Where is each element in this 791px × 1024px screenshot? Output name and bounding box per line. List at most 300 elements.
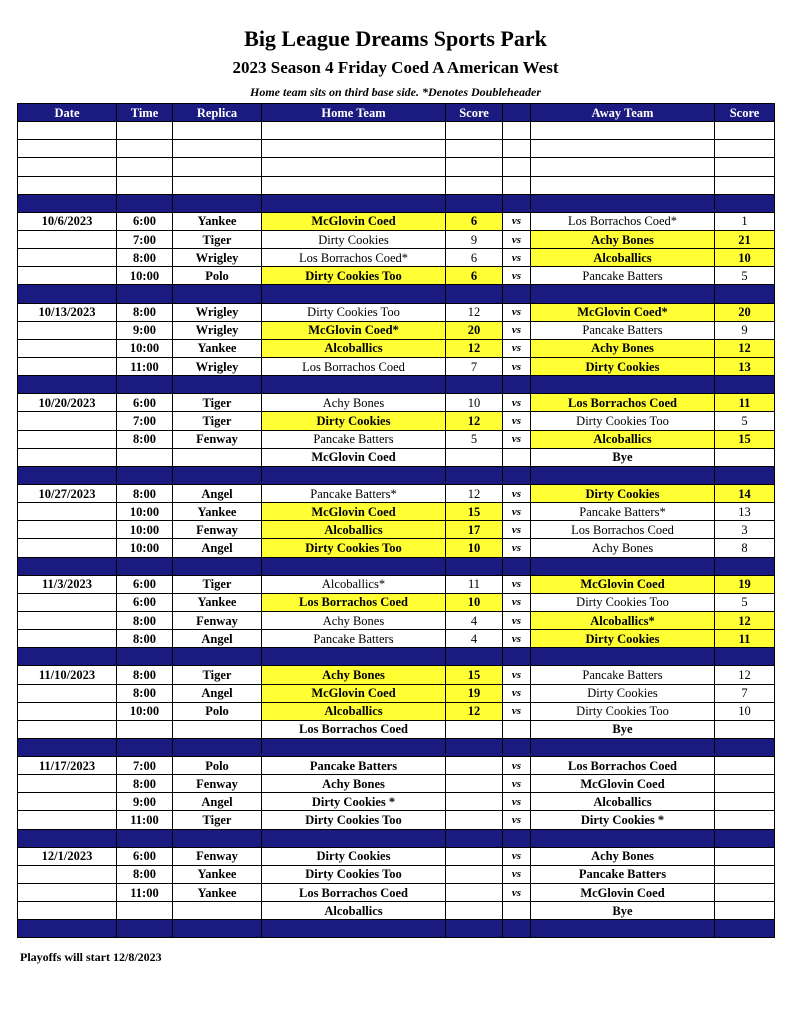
time-cell: 10:00 xyxy=(117,267,173,285)
vs-cell: vs xyxy=(503,575,531,593)
away-score-cell xyxy=(715,757,775,775)
separator-cell xyxy=(117,920,173,938)
col-header-away-team: Away Team xyxy=(531,104,715,122)
away-score-cell xyxy=(715,902,775,920)
replica-cell: Polo xyxy=(173,757,262,775)
vs-cell: vs xyxy=(503,775,531,793)
away-score-cell: 5 xyxy=(715,412,775,430)
blank-row xyxy=(18,140,775,158)
separator-cell xyxy=(117,648,173,666)
vs-cell: vs xyxy=(503,811,531,829)
empty-cell xyxy=(173,122,262,140)
time-cell: 6:00 xyxy=(117,847,173,865)
separator-cell xyxy=(715,376,775,394)
away-team-cell: Alcoballics* xyxy=(531,611,715,629)
away-team-cell: Achy Bones xyxy=(531,847,715,865)
game-row xyxy=(18,775,775,793)
away-score-cell: 3 xyxy=(715,521,775,539)
replica-cell: Yankee xyxy=(173,503,262,521)
separator-cell xyxy=(531,920,715,938)
away-score-cell: 8 xyxy=(715,539,775,557)
separator-cell xyxy=(262,466,446,484)
separator-cell xyxy=(446,557,503,575)
away-team-cell: McGlovin Coed xyxy=(531,575,715,593)
vs-cell: vs xyxy=(503,484,531,502)
week-separator-row xyxy=(18,829,775,847)
home-team-cell: Alcoballics xyxy=(262,521,446,539)
home-team-cell: Alcoballics xyxy=(262,339,446,357)
empty-cell xyxy=(173,158,262,176)
away-team-cell: Los Borrachos Coed* xyxy=(531,212,715,230)
separator-cell xyxy=(715,285,775,303)
game-row xyxy=(18,303,775,321)
date-cell xyxy=(18,230,117,248)
empty-cell xyxy=(531,158,715,176)
home-team-cell: Los Borrachos Coed xyxy=(262,357,446,375)
separator-cell xyxy=(503,376,531,394)
empty-cell xyxy=(531,140,715,158)
home-score-cell: 6 xyxy=(446,212,503,230)
empty-cell xyxy=(18,140,117,158)
game-row xyxy=(18,575,775,593)
home-score-cell: 19 xyxy=(446,684,503,702)
vs-cell: vs xyxy=(503,321,531,339)
home-team-cell: McGlovin Coed xyxy=(262,212,446,230)
home-team-cell: Los Borrachos Coed xyxy=(262,884,446,902)
empty-cell xyxy=(117,158,173,176)
week-separator-row xyxy=(18,194,775,212)
game-row xyxy=(18,793,775,811)
away-team-cell: Pancake Batters xyxy=(531,666,715,684)
home-team-cell: Pancake Batters* xyxy=(262,484,446,502)
home-team-cell: Pancake Batters xyxy=(262,630,446,648)
home-score-cell: 9 xyxy=(446,230,503,248)
separator-cell xyxy=(531,557,715,575)
away-score-cell xyxy=(715,775,775,793)
separator-cell xyxy=(262,285,446,303)
separator-cell xyxy=(503,648,531,666)
separator-cell xyxy=(173,557,262,575)
home-team-cell: Achy Bones xyxy=(262,775,446,793)
vs-cell: vs xyxy=(503,521,531,539)
away-team-cell: Dirty Cookies Too xyxy=(531,702,715,720)
home-score-cell: 20 xyxy=(446,321,503,339)
time-cell: 9:00 xyxy=(117,793,173,811)
date-cell: 11/10/2023 xyxy=(18,666,117,684)
replica-cell: Angel xyxy=(173,484,262,502)
home-team-cell: Dirty Cookies Too xyxy=(262,811,446,829)
separator-cell xyxy=(446,376,503,394)
away-team-cell: Alcoballics xyxy=(531,793,715,811)
vs-cell: vs xyxy=(503,847,531,865)
away-score-cell: 5 xyxy=(715,267,775,285)
home-score-cell: 7 xyxy=(446,357,503,375)
time-cell: 8:00 xyxy=(117,775,173,793)
week-separator-row xyxy=(18,466,775,484)
separator-cell xyxy=(715,648,775,666)
page-subtitle: 2023 Season 4 Friday Coed A American West xyxy=(232,58,559,77)
time-cell xyxy=(117,902,173,920)
date-cell: 11/3/2023 xyxy=(18,575,117,593)
table-header-row xyxy=(18,104,775,122)
time-cell: 11:00 xyxy=(117,884,173,902)
separator-cell xyxy=(18,829,117,847)
away-team-cell: Dirty Cookies Too xyxy=(531,412,715,430)
separator-cell xyxy=(117,376,173,394)
home-team-cell: Dirty Cookies Too xyxy=(262,539,446,557)
separator-cell xyxy=(446,648,503,666)
vs-cell: vs xyxy=(503,865,531,883)
game-row xyxy=(18,357,775,375)
home-team-cell: Dirty Cookies Too xyxy=(262,865,446,883)
date-cell: 10/27/2023 xyxy=(18,484,117,502)
date-cell xyxy=(18,321,117,339)
date-cell xyxy=(18,539,117,557)
col-header-home-score: Score xyxy=(446,104,503,122)
time-cell: 8:00 xyxy=(117,484,173,502)
time-cell: 8:00 xyxy=(117,303,173,321)
separator-cell xyxy=(446,194,503,212)
replica-cell: Yankee xyxy=(173,339,262,357)
separator-cell xyxy=(531,194,715,212)
date-cell xyxy=(18,430,117,448)
away-team-cell: McGlovin Coed xyxy=(531,884,715,902)
empty-cell xyxy=(117,122,173,140)
home-score-cell: 15 xyxy=(446,503,503,521)
empty-cell xyxy=(715,140,775,158)
away-score-cell: 12 xyxy=(715,611,775,629)
vs-cell: vs xyxy=(503,757,531,775)
replica-cell: Tiger xyxy=(173,230,262,248)
separator-cell xyxy=(531,466,715,484)
home-team-cell: Dirty Cookies xyxy=(262,847,446,865)
separator-cell xyxy=(173,920,262,938)
home-score-cell: 17 xyxy=(446,521,503,539)
home-team-cell: Pancake Batters xyxy=(262,757,446,775)
separator-cell xyxy=(531,376,715,394)
replica-cell xyxy=(173,448,262,466)
empty-cell xyxy=(715,122,775,140)
empty-cell xyxy=(503,158,531,176)
home-team-cell: Pancake Batters xyxy=(262,430,446,448)
week-separator-row xyxy=(18,648,775,666)
away-team-cell: Los Borrachos Coed xyxy=(531,521,715,539)
game-row xyxy=(18,430,775,448)
date-cell xyxy=(18,684,117,702)
away-score-cell xyxy=(715,793,775,811)
date-cell xyxy=(18,775,117,793)
separator-cell xyxy=(446,466,503,484)
empty-cell xyxy=(18,122,117,140)
date-cell xyxy=(18,630,117,648)
time-cell: 7:00 xyxy=(117,757,173,775)
away-score-cell: 5 xyxy=(715,593,775,611)
separator-cell xyxy=(18,466,117,484)
time-cell: 9:00 xyxy=(117,321,173,339)
game-row xyxy=(18,611,775,629)
col-header-away-score: Score xyxy=(715,104,775,122)
vs-cell: vs xyxy=(503,212,531,230)
vs-cell: vs xyxy=(503,430,531,448)
time-cell: 7:00 xyxy=(117,230,173,248)
date-cell xyxy=(18,865,117,883)
empty-cell xyxy=(715,176,775,194)
away-team-cell: Pancake Batters* xyxy=(531,503,715,521)
separator-cell xyxy=(531,285,715,303)
away-score-cell xyxy=(715,811,775,829)
week-separator-row xyxy=(18,557,775,575)
week-separator-row xyxy=(18,376,775,394)
home-score-cell: 11 xyxy=(446,575,503,593)
vs-cell: vs xyxy=(503,394,531,412)
date-cell xyxy=(18,702,117,720)
home-score-cell: 4 xyxy=(446,611,503,629)
date-cell xyxy=(18,720,117,738)
home-team-cell: Dirty Cookies Too xyxy=(262,267,446,285)
time-cell: 11:00 xyxy=(117,811,173,829)
date-cell: 10/20/2023 xyxy=(18,394,117,412)
game-row xyxy=(18,321,775,339)
away-score-cell xyxy=(715,865,775,883)
game-row xyxy=(18,267,775,285)
game-row xyxy=(18,539,775,557)
home-team-cell: Achy Bones xyxy=(262,611,446,629)
blank-row xyxy=(18,176,775,194)
replica-cell: Wrigley xyxy=(173,357,262,375)
separator-cell xyxy=(531,829,715,847)
blank-row xyxy=(18,122,775,140)
vs-cell: vs xyxy=(503,339,531,357)
separator-cell xyxy=(173,285,262,303)
home-score-cell: 12 xyxy=(446,339,503,357)
date-cell xyxy=(18,503,117,521)
separator-cell xyxy=(262,376,446,394)
away-score-cell: 20 xyxy=(715,303,775,321)
game-row xyxy=(18,521,775,539)
date-cell xyxy=(18,448,117,466)
game-row xyxy=(18,757,775,775)
replica-cell: Fenway xyxy=(173,521,262,539)
schedule-table xyxy=(17,103,775,938)
time-cell: 6:00 xyxy=(117,394,173,412)
vs-cell xyxy=(503,448,531,466)
away-team-cell: Dirty Cookies xyxy=(531,630,715,648)
week-separator-row xyxy=(18,920,775,938)
vs-cell: vs xyxy=(503,666,531,684)
date-cell xyxy=(18,521,117,539)
home-score-cell: 10 xyxy=(446,394,503,412)
away-score-cell: 14 xyxy=(715,484,775,502)
separator-cell xyxy=(715,466,775,484)
home-score-cell xyxy=(446,448,503,466)
home-score-cell: 12 xyxy=(446,702,503,720)
separator-cell xyxy=(117,285,173,303)
replica-cell: Polo xyxy=(173,267,262,285)
schedule-body xyxy=(18,122,775,938)
time-cell: 7:00 xyxy=(117,412,173,430)
bye-row xyxy=(18,902,775,920)
away-team-cell: Pancake Batters xyxy=(531,321,715,339)
vs-cell: vs xyxy=(503,593,531,611)
col-header-vs xyxy=(503,104,531,122)
away-score-cell xyxy=(715,884,775,902)
replica-cell: Angel xyxy=(173,793,262,811)
away-score-cell: 1 xyxy=(715,212,775,230)
separator-cell xyxy=(715,829,775,847)
away-team-cell: Pancake Batters xyxy=(531,865,715,883)
away-score-cell: 11 xyxy=(715,394,775,412)
col-header-time: Time xyxy=(117,104,173,122)
date-cell xyxy=(18,339,117,357)
replica-cell: Wrigley xyxy=(173,249,262,267)
separator-cell xyxy=(446,738,503,756)
away-score-cell: 9 xyxy=(715,321,775,339)
date-cell: 10/13/2023 xyxy=(18,303,117,321)
game-row xyxy=(18,684,775,702)
time-cell xyxy=(117,720,173,738)
separator-cell xyxy=(117,829,173,847)
away-team-cell: Achy Bones xyxy=(531,539,715,557)
away-team-cell: Los Borrachos Coed xyxy=(531,757,715,775)
separator-cell xyxy=(117,194,173,212)
replica-cell: Yankee xyxy=(173,865,262,883)
separator-cell xyxy=(173,738,262,756)
page-title: Big League Dreams Sports Park xyxy=(244,26,547,51)
home-score-cell: 12 xyxy=(446,484,503,502)
empty-cell xyxy=(715,158,775,176)
separator-cell xyxy=(18,738,117,756)
vs-cell: vs xyxy=(503,630,531,648)
blank-row xyxy=(18,158,775,176)
date-cell xyxy=(18,902,117,920)
empty-cell xyxy=(173,176,262,194)
away-score-cell: 11 xyxy=(715,630,775,648)
vs-cell: vs xyxy=(503,412,531,430)
time-cell: 6:00 xyxy=(117,593,173,611)
vs-cell: vs xyxy=(503,303,531,321)
home-team-cell: Achy Bones xyxy=(262,394,446,412)
separator-cell xyxy=(715,920,775,938)
replica-cell xyxy=(173,902,262,920)
separator-cell xyxy=(262,829,446,847)
replica-cell: Yankee xyxy=(173,212,262,230)
replica-cell: Tiger xyxy=(173,394,262,412)
separator-cell xyxy=(503,194,531,212)
time-cell: 8:00 xyxy=(117,666,173,684)
bye-row xyxy=(18,720,775,738)
away-team-cell: McGlovin Coed xyxy=(531,775,715,793)
home-score-cell: 12 xyxy=(446,412,503,430)
separator-cell xyxy=(503,285,531,303)
away-team-cell: Bye xyxy=(531,448,715,466)
home-score-cell xyxy=(446,793,503,811)
separator-cell xyxy=(18,376,117,394)
home-team-cell: Los Borrachos Coed xyxy=(262,720,446,738)
home-score-cell: 6 xyxy=(446,267,503,285)
separator-cell xyxy=(18,285,117,303)
vs-cell: vs xyxy=(503,267,531,285)
replica-cell: Fenway xyxy=(173,775,262,793)
date-cell xyxy=(18,793,117,811)
separator-cell xyxy=(262,648,446,666)
vs-cell: vs xyxy=(503,249,531,267)
separator-cell xyxy=(173,194,262,212)
separator-cell xyxy=(503,920,531,938)
home-team-cell: Alcoballics xyxy=(262,902,446,920)
date-cell xyxy=(18,249,117,267)
away-score-cell: 12 xyxy=(715,666,775,684)
home-score-cell: 15 xyxy=(446,666,503,684)
game-row xyxy=(18,484,775,502)
home-team-cell: Los Borrachos Coed xyxy=(262,593,446,611)
time-cell: 8:00 xyxy=(117,630,173,648)
away-score-cell: 19 xyxy=(715,575,775,593)
game-row xyxy=(18,666,775,684)
home-score-cell xyxy=(446,865,503,883)
time-cell: 8:00 xyxy=(117,865,173,883)
away-score-cell: 13 xyxy=(715,357,775,375)
separator-cell xyxy=(446,920,503,938)
vs-cell: vs xyxy=(503,357,531,375)
replica-cell: Fenway xyxy=(173,611,262,629)
empty-cell xyxy=(446,176,503,194)
home-score-cell xyxy=(446,775,503,793)
footer-note: Playoffs will start 12/8/2023 xyxy=(20,950,162,964)
page-note: Home team sits on third base side. *Denotes Doubleheader xyxy=(250,85,541,99)
home-score-cell: 4 xyxy=(446,630,503,648)
game-row xyxy=(18,811,775,829)
time-cell: 6:00 xyxy=(117,575,173,593)
time-cell: 10:00 xyxy=(117,339,173,357)
vs-cell: vs xyxy=(503,793,531,811)
replica-cell: Tiger xyxy=(173,412,262,430)
empty-cell xyxy=(503,122,531,140)
col-header-date: Date xyxy=(18,104,117,122)
separator-cell xyxy=(117,557,173,575)
home-team-cell: Alcoballics xyxy=(262,702,446,720)
replica-cell: Angel xyxy=(173,539,262,557)
time-cell: 10:00 xyxy=(117,539,173,557)
vs-cell xyxy=(503,902,531,920)
separator-cell xyxy=(18,920,117,938)
home-team-cell: Alcoballics* xyxy=(262,575,446,593)
replica-cell: Wrigley xyxy=(173,321,262,339)
empty-cell xyxy=(446,158,503,176)
replica-cell: Yankee xyxy=(173,884,262,902)
date-cell xyxy=(18,593,117,611)
home-team-cell: Dirty Cookies xyxy=(262,230,446,248)
empty-cell xyxy=(117,140,173,158)
home-team-cell: Achy Bones xyxy=(262,666,446,684)
away-score-cell xyxy=(715,720,775,738)
empty-cell xyxy=(446,140,503,158)
home-team-cell: McGlovin Coed xyxy=(262,448,446,466)
vs-cell xyxy=(503,720,531,738)
away-team-cell: Pancake Batters xyxy=(531,267,715,285)
time-cell: 10:00 xyxy=(117,702,173,720)
away-team-cell: Dirty Cookies xyxy=(531,484,715,502)
separator-cell xyxy=(503,466,531,484)
away-team-cell: Dirty Cookies xyxy=(531,357,715,375)
home-score-cell xyxy=(446,720,503,738)
replica-cell: Fenway xyxy=(173,847,262,865)
col-header-home-team: Home Team xyxy=(262,104,446,122)
empty-cell xyxy=(117,176,173,194)
game-row xyxy=(18,847,775,865)
separator-cell xyxy=(173,376,262,394)
away-score-cell: 15 xyxy=(715,430,775,448)
empty-cell xyxy=(18,158,117,176)
